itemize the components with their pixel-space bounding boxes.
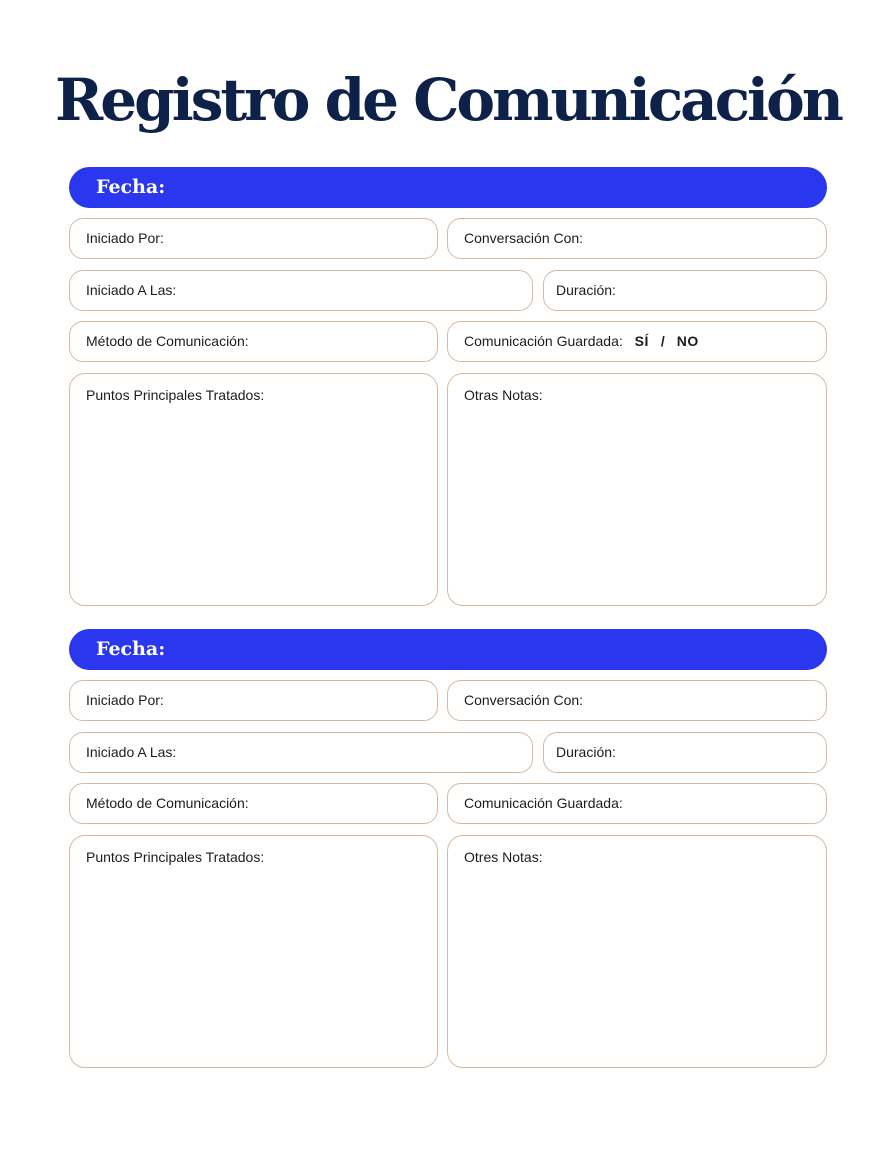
initiated-by-label: Iniciado Por: <box>86 230 164 246</box>
duration-label: Duración: <box>556 282 616 298</box>
saved-field[interactable] <box>447 783 827 824</box>
initiated-by-field[interactable] <box>69 680 438 721</box>
saved-field[interactable] <box>447 321 827 362</box>
conversation-with-field[interactable] <box>447 218 827 259</box>
initiated-at-field[interactable] <box>69 732 533 773</box>
method-label: Método de Comunicación: <box>86 795 249 811</box>
main-points-area[interactable] <box>69 835 438 1068</box>
main-points-label: Puntos Principales Tratados: <box>86 387 265 403</box>
initiated-by-field[interactable] <box>69 218 438 259</box>
method-label: Método de Comunicación: <box>86 333 249 349</box>
conversation-with-label: Conversación Con: <box>464 230 584 246</box>
initiated-at-label: Iniciado A Las: <box>86 744 177 760</box>
date-bar[interactable]: Fecha: <box>69 167 827 208</box>
saved-yes-option[interactable]: SÍ <box>634 333 649 349</box>
saved-no-option[interactable]: NO <box>676 333 699 349</box>
initiated-by-label: Iniciado Por: <box>86 692 164 708</box>
main-points-area[interactable] <box>69 373 438 606</box>
initiated-at-field[interactable] <box>69 270 533 311</box>
duration-field[interactable] <box>543 270 827 311</box>
page-title: Registro de Comunicación <box>55 66 841 134</box>
saved-label: Comunicación Guardada: <box>464 333 623 349</box>
other-notes-area[interactable] <box>447 373 827 606</box>
other-notes-label: Otres Notas: <box>464 849 543 865</box>
conversation-with-field[interactable] <box>447 680 827 721</box>
other-notes-area[interactable] <box>447 835 827 1068</box>
duration-label: Duración: <box>556 744 616 760</box>
main-points-label: Puntos Principales Tratados: <box>86 849 265 865</box>
method-field[interactable] <box>69 321 438 362</box>
other-notes-label: Otras Notas: <box>464 387 543 403</box>
method-field[interactable] <box>69 783 438 824</box>
saved-label: Comunicación Guardada: <box>464 795 623 811</box>
saved-separator: / <box>660 333 665 349</box>
date-bar[interactable]: Fecha: <box>69 629 827 670</box>
duration-field[interactable] <box>543 732 827 773</box>
conversation-with-label: Conversación Con: <box>464 692 584 708</box>
initiated-at-label: Iniciado A Las: <box>86 282 177 298</box>
